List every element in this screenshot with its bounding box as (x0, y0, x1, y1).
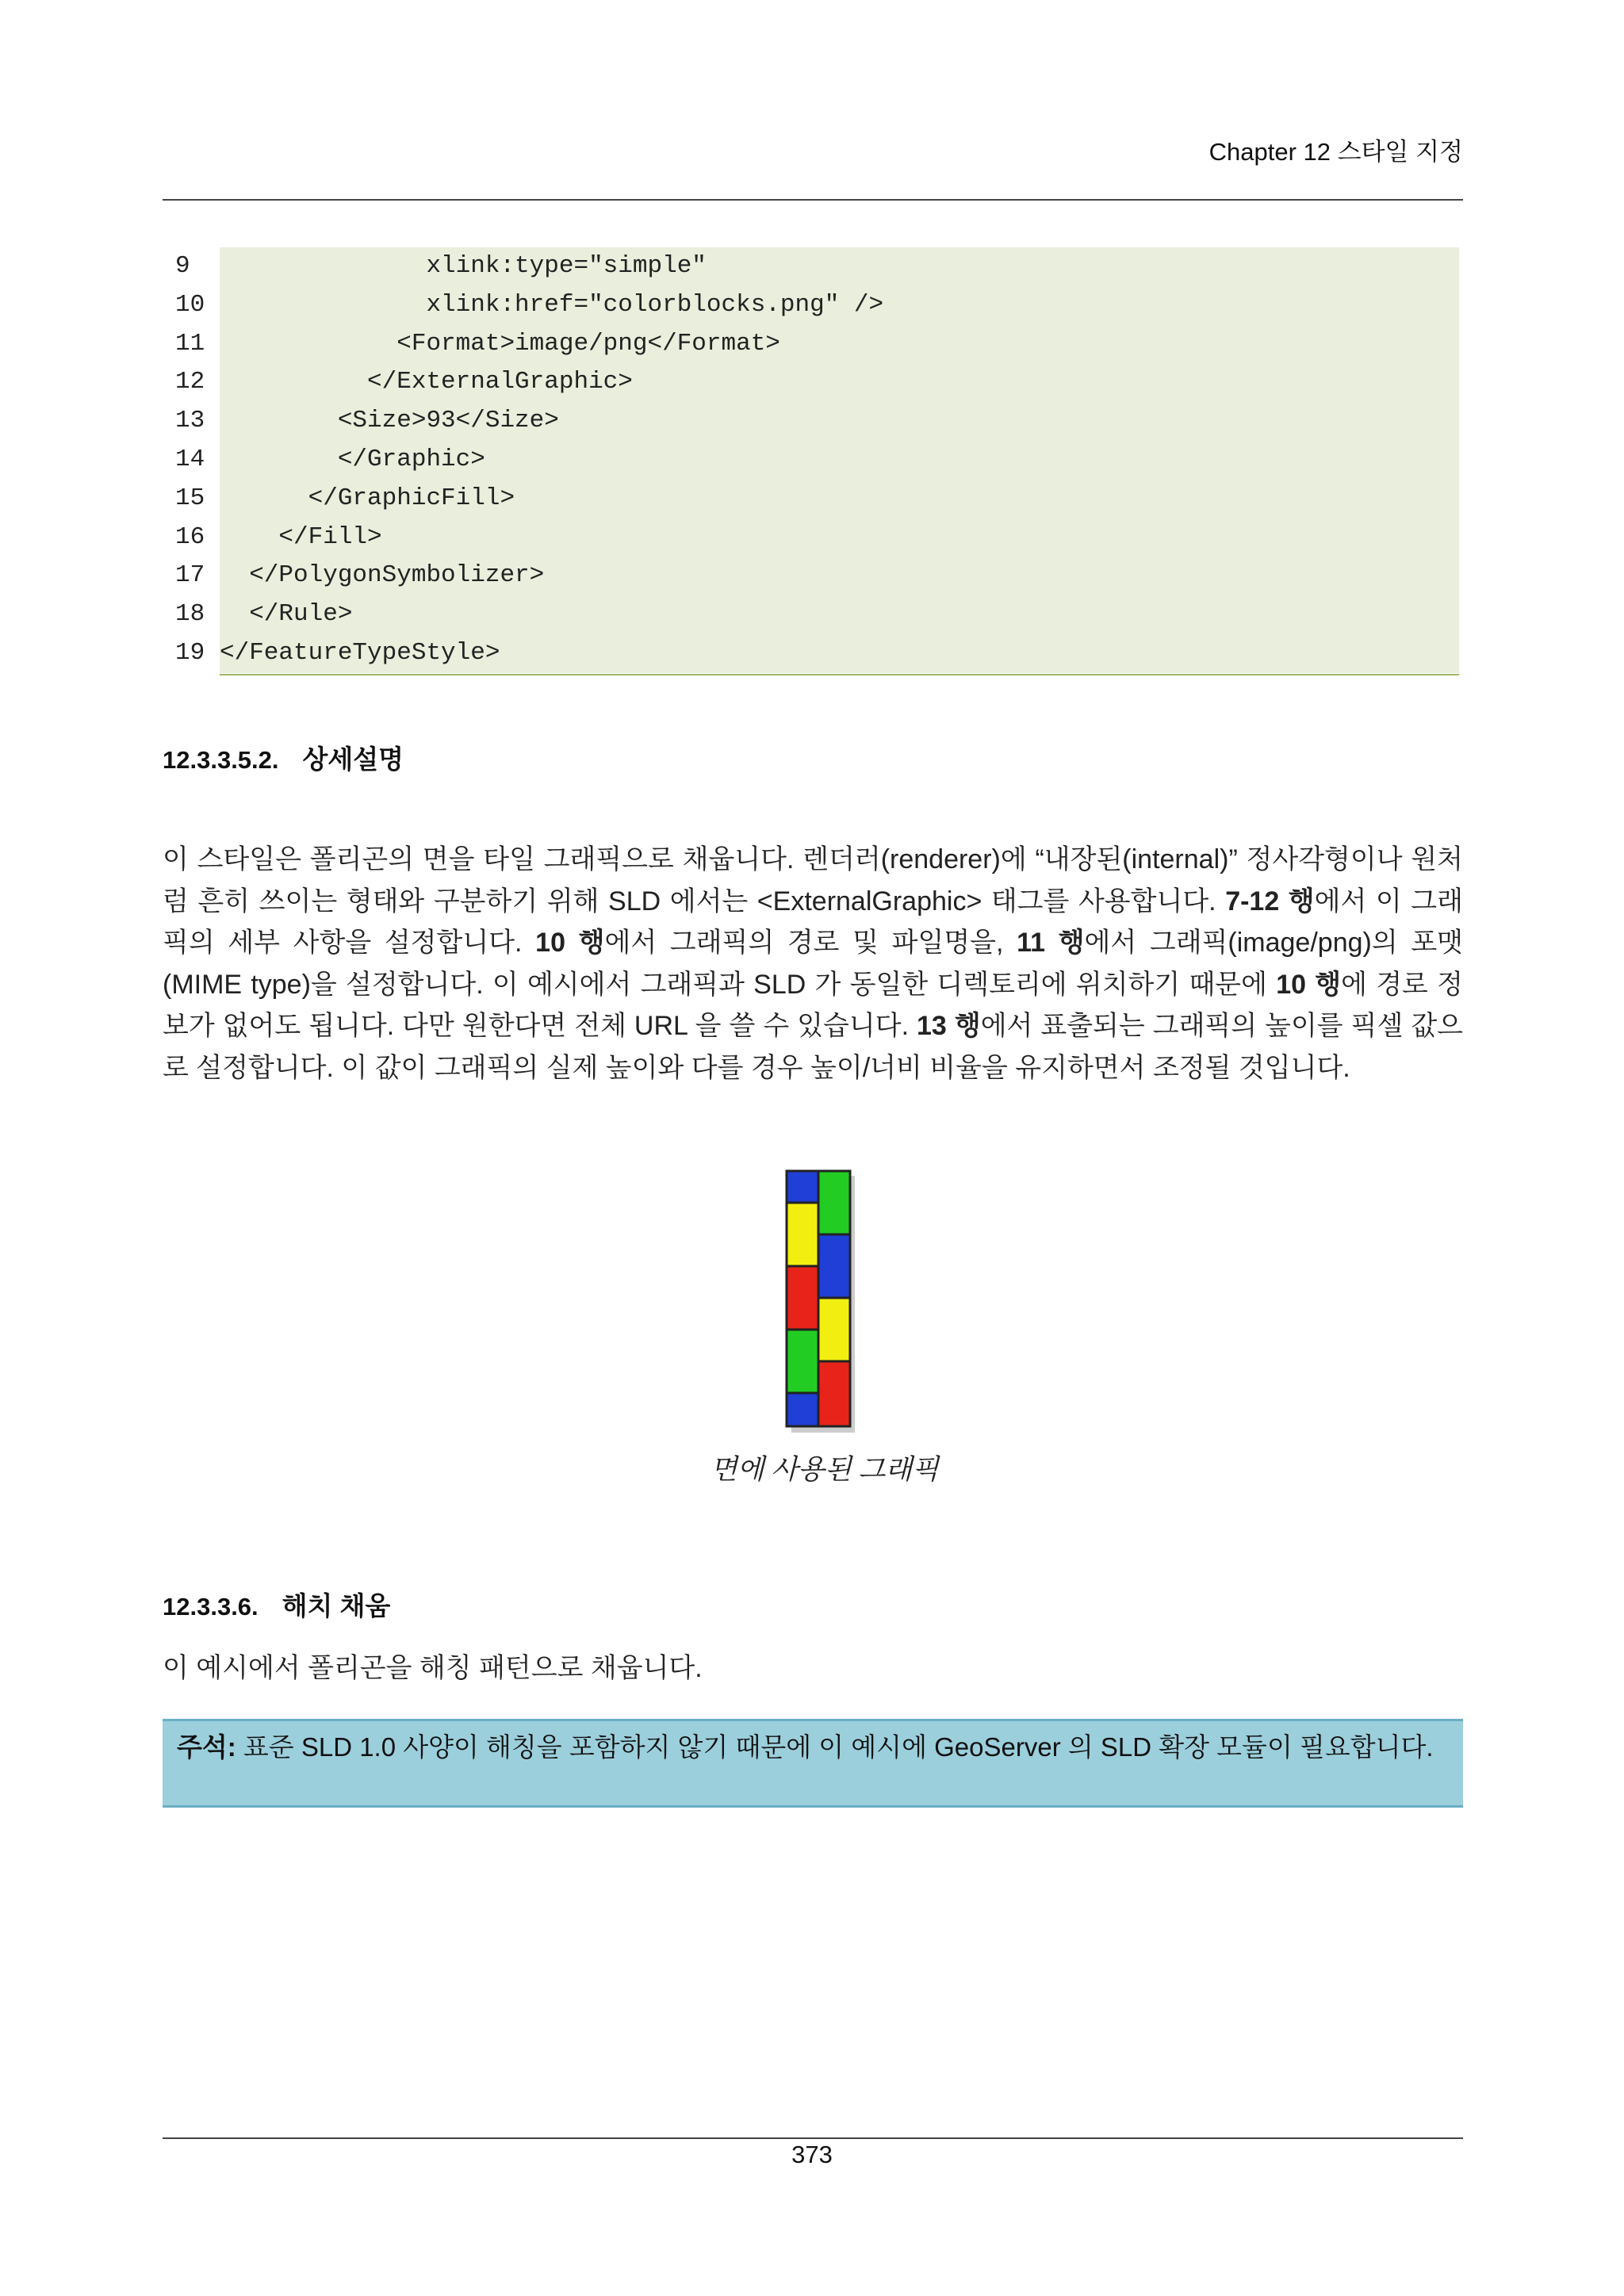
code-line (163, 247, 1459, 286)
line-number: 14 (175, 445, 205, 473)
code-line (163, 519, 1459, 557)
color-block (787, 1393, 818, 1426)
code-text: xlink:type="simple" (220, 247, 1459, 286)
color-block-grid (787, 1171, 850, 1426)
color-block (787, 1330, 818, 1393)
header-divider (163, 199, 1463, 201)
line-number: 11 (175, 329, 205, 358)
color-block (787, 1203, 818, 1266)
line-ref-bold: 7-12 행 (1225, 886, 1315, 916)
section-title: 상세설명 (302, 744, 404, 774)
line-ref-bold: 10 행 (535, 928, 605, 958)
code-line (163, 286, 1459, 325)
chapter-header: Chapter 12 스타일 지정 (1208, 138, 1463, 166)
text-segment: 에서 그래픽(image/png)의 포맷(MIME type)을 설정합니다. 이 예시에서 그래픽과 SLD 가 동일한 디렉토리에 위치하기 때문에 (163, 928, 1464, 1000)
code-text: xlink:href="colorblocks.png" /> (220, 286, 1459, 325)
code-text: </ExternalGraphic> (220, 363, 1459, 402)
code-line (163, 480, 1459, 519)
color-block (818, 1298, 850, 1361)
line-number: 15 (175, 484, 205, 512)
code-text: </Fill> (220, 519, 1459, 557)
code-line (163, 595, 1459, 634)
section-title: 해치 채움 (282, 1591, 391, 1621)
text-segment: 에서 그래픽의 경로 및 파일명을, (604, 928, 1017, 958)
code-text: <Size>93</Size> (220, 402, 1459, 441)
code-text: </Graphic> (220, 441, 1459, 480)
section-heading-details (163, 739, 404, 776)
color-block (818, 1171, 850, 1234)
line-number: 18 (175, 600, 205, 629)
code-block-bottom-border (220, 674, 1459, 675)
section-number: 12.3.3.6. (163, 1593, 259, 1621)
code-line (163, 402, 1459, 441)
line-ref-bold: 13 행 (917, 1011, 981, 1041)
text-segment: 에서 이 그래픽의 세부 사항을 설정합니다. (163, 886, 1463, 958)
note-body: 표준 SLD 1.0 사양이 해칭을 포함하지 않기 때문에 이 예시에 GeoServer 의 SLD 확장 모듈이 필요합니다. (236, 1732, 1434, 1762)
note-text (177, 1728, 1449, 1767)
color-block (818, 1234, 850, 1298)
code-text: </Rule> (220, 595, 1459, 634)
line-number: 10 (175, 290, 205, 319)
code-text: </FeatureTypeStyle> (220, 634, 1459, 673)
line-number: 19 (175, 638, 205, 667)
text-segment: 에서 표출되는 그래픽의 높이를 픽셀 값으로 설정합니다. 이 값이 그래픽의 실제 높이와 다를 경우 높이/너비 비율을 유지하면서 조정될 것입니다. (163, 1011, 1464, 1083)
line-number: 17 (175, 561, 205, 590)
note-label: 주석: (177, 1732, 236, 1762)
line-number: 9 (175, 252, 190, 280)
section-number: 12.3.3.5.2. (163, 746, 279, 774)
color-block (818, 1361, 850, 1426)
line-ref-bold: 10 행 (1276, 969, 1342, 1000)
section-heading-hatch (163, 1586, 390, 1623)
color-block (787, 1266, 818, 1330)
code-listing (163, 247, 1459, 673)
text-segment: 에 경로 정보가 없어도 됩니다. 다만 원한다면 전체 URL 을 쓸 수 있습니다. (163, 969, 1463, 1041)
code-text: <Format>image/png</Format> (220, 325, 1459, 364)
text-segment: 이 스타일은 폴리곤의 면을 타일 그래픽으로 채웁니다. 렌더러(renderer)에 “내장된(internal)” 정사각형이나 원처럼 흔히 쓰이는 형태와 구분하기 위해 SLD 에서는 <ExternalGraphic> 태그를 사용합니다. (163, 844, 1463, 916)
details-paragraph (163, 839, 1463, 1089)
figure-caption: 면에 사용된 그래픽 (710, 1454, 939, 1485)
color-block (787, 1171, 818, 1203)
line-ref-bold: 11 행 (1017, 928, 1085, 958)
note-box (163, 1719, 1463, 1808)
code-line (163, 363, 1459, 402)
footer-divider (163, 2137, 1463, 2139)
code-line (163, 557, 1459, 595)
line-number: 16 (175, 522, 205, 551)
code-line (163, 441, 1459, 480)
hatch-paragraph: 이 예시에서 폴리곤을 해칭 패턴으로 채웁니다. (163, 1653, 703, 1683)
code-text: </PolygonSymbolizer> (220, 557, 1459, 595)
code-line (163, 325, 1459, 364)
colorblocks-graphic (785, 1169, 855, 1433)
code-text: </GraphicFill> (220, 480, 1459, 519)
line-number: 13 (175, 407, 205, 435)
line-number: 12 (175, 368, 205, 396)
page-number: 373 (791, 2141, 833, 2168)
code-line (163, 634, 1459, 673)
